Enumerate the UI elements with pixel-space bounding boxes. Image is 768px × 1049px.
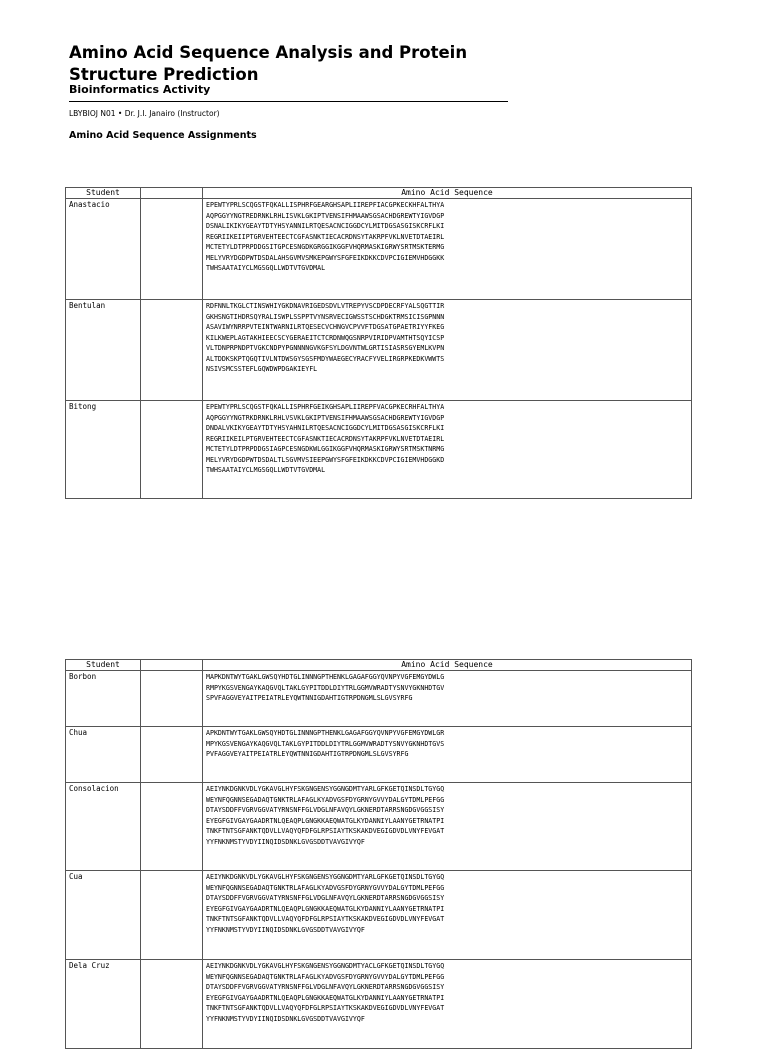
- sequence-line: YYFNKNMSTYVDYIINQIDSDNKLGVGSDDTVAVGIVYQF: [206, 837, 365, 846]
- student-name-cell: Anastacio: [66, 199, 141, 300]
- sequence-line: TNKFTNTSGFANKTQDVLLVAQYQFDFGLRPSIAYTKSKAKDVEGIGDVDLVNYFEVGAT: [206, 827, 445, 835]
- sequence-line: EYEGFGIVGAYGAADRTNLQEAQPLGNGKKAEQWATGLKYDANNIYLAANYGETRNATPI: [206, 993, 445, 1002]
- header-blank: [141, 188, 203, 199]
- sequence-line: WEYNFQGNNSEGADAQTGNKTRLAFAGLKYADVGSFDYGRNYGVVYDALGYTDMLPEFGG: [206, 972, 445, 981]
- sequence-cell: [203, 783, 692, 871]
- sequence-cell: [203, 727, 692, 783]
- student-name-cell: Cua: [66, 871, 141, 960]
- table-row: [66, 783, 692, 871]
- table-row: [66, 671, 692, 727]
- sequence-line: WEYNFQGNNSEGADAQTGNKTRLAFAGLKYADVGSFDYGRNYGVVYDALGYTDMLPEFGG: [206, 883, 445, 892]
- sequence-line: MELYVRYDGDPWTDSDALAHSGVMVSMKEPGWYSFGFEIKDKKCDVPCIGIEMVHDGGKK: [206, 253, 445, 262]
- blank-cell: [141, 401, 203, 499]
- sequence-line: WEYNFQGNNSEGADAQTGNKTRLAFAGLKYADVGSFDYGRNYGVVYDALGYTDMLPEFGG: [206, 795, 445, 804]
- sequence-line: MCTETYLDTPRPDDGSITGPCESNGDKGRGGIKGGFVHQRMASKIGRWYSRTMSKTERMG: [206, 243, 445, 251]
- sequence-cell: [203, 960, 692, 1049]
- sequence-cell: [203, 401, 692, 499]
- table-header-row: [66, 188, 692, 199]
- sequence-line: TWHSAATAIYCLMGSGQLLWDTVTGVDMAL: [206, 466, 326, 474]
- table-row: [66, 727, 692, 783]
- student-name-cell: Chua: [66, 727, 141, 783]
- sequence-line: EPEWTYPRLSCQGSTFQKALLISPHRFGEIKGHSAPLIIREPFVACGPKECRHFALTHYA: [206, 403, 445, 411]
- sequence-line: DSNALIKIKYGEAYTDTYHSYANNILRTQESACNCIGGDCYLMITDGSASGISKCRFLKI: [206, 222, 445, 230]
- sequence-line: EPEWTYPRLSCQGSTFQKALLISPHRFGEARGHSAPLIIREPFIACGPKECKHFALTHYA: [206, 201, 445, 209]
- blank-cell: [141, 783, 203, 871]
- header-blank: [141, 660, 203, 671]
- sequence-line: RMPYKGSVENGAYKAQGVQLTAKLGYPITDDLDIYTRLGGMVWRADTYSNVYGKNHDTGV: [206, 683, 445, 692]
- sequence-cell: [203, 199, 692, 300]
- sequence-line: APKDNTWYTGAKLGWSQYHDTGLINNNGPTHENKLGAGAFGGYQVNPYVGFEMGYDWLGR: [206, 729, 445, 737]
- sequence-line: DTAYSDDFFVGRVGGVATYRNSNFFGLVDGLNFAVQYLGKNERDTARRSNGDGVGGSISY: [206, 806, 445, 814]
- table-row: [66, 199, 692, 300]
- sequence-line: MPYKGSVENGAYKAQGVQLTAKLGYPITDDLDIYTRLGGMVWRADTYSNVYGKNHDTGVS: [206, 739, 445, 748]
- blank-cell: [141, 671, 203, 727]
- sequence-line: AEIYNKDGNKVDLYGKAVGLHYFSKGNGENSYGGNGDMTYARLGFKGETQINSDLTGYGQ: [206, 785, 445, 793]
- header-sequence: Amino Acid Sequence: [203, 660, 692, 671]
- header-student: Student: [66, 660, 141, 671]
- sequence-line: MAPKDNTWYTGAKLGWSQYHDTGLINNNGPTHENKLGAGAFGGYQVNPYVGFEMGYDWLG: [206, 673, 445, 681]
- sequence-line: YYFNKNMSTYVDYIINQIDSDNKLGVGSDDTVAVGIVYQF: [206, 1014, 365, 1023]
- sequence-line: TNKFTNTSGFANKTQDVLLVAQYQFDFGLRPSIAYTKSKAKDVEGIGDVDLVNYFEVGAT: [206, 915, 445, 923]
- student-name-cell: Dela Cruz: [66, 960, 141, 1049]
- document-title: Amino Acid Sequence Analysis and Protein Structure Prediction: [69, 43, 468, 84]
- sequence-line: TNKFTNTSGFANKTQDVLLVAQYQFDFGLRPSIAYTKSKAKDVEGIGDVDLVNYFEVGAT: [206, 1004, 445, 1012]
- student-name-cell: Bentulan: [66, 300, 141, 401]
- blank-cell: [141, 199, 203, 300]
- sequence-line: EYEGFGIVGAYGAADRTNLQEAQPLGNGKKAEQWATGLKYDANNIYLAANYGETRNATPI: [206, 816, 445, 825]
- sequence-line: AEIYNKDGNKVDLYGKAVGLHYFSKGNGENSYGGNGDMTYACLGFKGETQINSDLTGYGQ: [206, 962, 445, 970]
- blank-cell: [141, 960, 203, 1049]
- header-student: Student: [66, 188, 141, 199]
- document-subtitle: Bioinformatics Activity: [69, 83, 211, 96]
- sequence-line: GKHSNGTIHDRSQYRALISWPLSSPPTVYNSRVECIGWSSTSCHDGKTRMSICISGPNNN: [206, 312, 445, 321]
- sequence-line: PVFAGGVEYAITPEIATRLEYQWTNNIGDAHTIGTRPDNGMLSLGVSYRFG: [206, 750, 409, 758]
- section-heading: Amino Acid Sequence Assignments: [69, 130, 257, 141]
- course-instructor-line: LBYBIOJ N01 • Dr. J.I. Janairo (Instructor): [69, 109, 220, 118]
- sequence-line: RDFNNLTKGLCTINSWHIYGKDNAVRIGEDSDVLVTREPYVSCDPDECRFYALSQGTTIR: [206, 302, 445, 310]
- sequence-line: DTAYSDDFFVGRVGGVATYRNSNFFGLVDGLNFAVQYLGKNERDTARRSNGDGVGGSISY: [206, 894, 445, 902]
- sequence-line: AQPGGYYNGTRKDRNKLRHLVSVKLGKIPTVENSIFHMAAWSGSACHDGREWTYIGVDGP: [206, 413, 445, 422]
- sequence-line: EYEGFGIVGAYGAADRTNLQEAQPLGNGKKAEQWATGLKYDANNIYLAANYGETRNATPI: [206, 904, 445, 913]
- student-name-cell: Consolacion: [66, 783, 141, 871]
- sequence-line: MCTETYLDTPRPDDGSIAGPCESNGDKWLGGIKGGFVHQRMASKIGRWYSRTMSKTNRMG: [206, 445, 445, 453]
- sequence-cell: [203, 300, 692, 401]
- sequence-line: REGRIIKEIIPTGRVEHTEECTCGFASNKTIECACRDNSYTAKRPFVKLNVETDTAEIRL: [206, 232, 445, 241]
- student-name-cell: Borbon: [66, 671, 141, 727]
- sequence-line: MELYVRYDGDPWTDSDALTLSGVMVSIEEPGWYSFGFEIKDKKCDVPCIGIEMVHDGGKD: [206, 455, 445, 464]
- table-header-row: [66, 660, 692, 671]
- sequence-line: ALTDDKSKPTQGQTIVLNTDWSGYSGSFMDYWAEGECYRACFYVELIRGRPKEDKVWWTS: [206, 354, 445, 363]
- title-divider: [69, 101, 508, 102]
- sequence-line: YYFNKNMSTYVDYIINQIDSDNKLGVGSDDTVAVGIVYQF: [206, 925, 365, 934]
- student-name-cell: Bitong: [66, 401, 141, 499]
- blank-cell: [141, 727, 203, 783]
- sequence-table-1: [65, 187, 692, 499]
- header-sequence: Amino Acid Sequence: [203, 188, 692, 199]
- sequence-line: SPVFAGGVEYAITPEIATRLEYQWTNNIGDAHTIGTRPDNGMLSLGVSYRFG: [206, 694, 413, 702]
- sequence-line: VLTDNPRPNDPTVGKCNDPYPGNNNNGVKGFSYLDGVNTWLGRTISIASRSGYEMLKVPN: [206, 344, 445, 352]
- sequence-line: NSIVSMCSSTEFLGQWDWPDGAKIEYFL: [206, 365, 318, 373]
- sequence-cell: [203, 871, 692, 960]
- sequence-line: AEIYNKDGNKVDLYGKAVGLHYFSKGNGENSYGGNGDMTYARLGFKGETQINSDLTGYGQ: [206, 873, 445, 881]
- sequence-line: REGRIIKEILPTGRVEHTEECTCGFASNKTIECACRDNSYTAKRPFVKLNVETDTAEIRL: [206, 434, 445, 443]
- table-row: [66, 300, 692, 401]
- sequence-line: ASAVIWYNRRPVTEINTWARNILRTQESECVCHNGVCPVVFTDGSATGPAETRIYYFKEG: [206, 323, 445, 331]
- sequence-line: DNDALVKIKYGEAYTDTYHSYAHNILRTQESACNCIGGDCYLMITDGSASGISKCRFLKI: [206, 424, 445, 432]
- sequence-cell: [203, 671, 692, 727]
- table-row: [66, 871, 692, 960]
- table-row: [66, 960, 692, 1049]
- blank-cell: [141, 871, 203, 960]
- sequence-line: DTAYSDDFFVGRVGGVATYRNSNFFGLVDGLNFAVQYLGKNERDTARRSNGDGVGGSISY: [206, 983, 445, 991]
- sequence-line: AQPGGYYNGTREDRNKLRHLISVKLGKIPTVENSIFHMAAWSGSACHDGREWTYIGVDGP: [206, 211, 445, 220]
- blank-cell: [141, 300, 203, 401]
- table-row: [66, 401, 692, 499]
- sequence-line: TWHSAATAIYCLMGSGQLLWDTVTGVDMAL: [206, 264, 326, 272]
- sequence-line: KILKWEPLAGTAKHIEECSCYGERAEITCTCRDNWQGSNRPVIRIDPVAMTHTSQYICSP: [206, 333, 445, 342]
- sequence-table-2: [65, 659, 692, 1049]
